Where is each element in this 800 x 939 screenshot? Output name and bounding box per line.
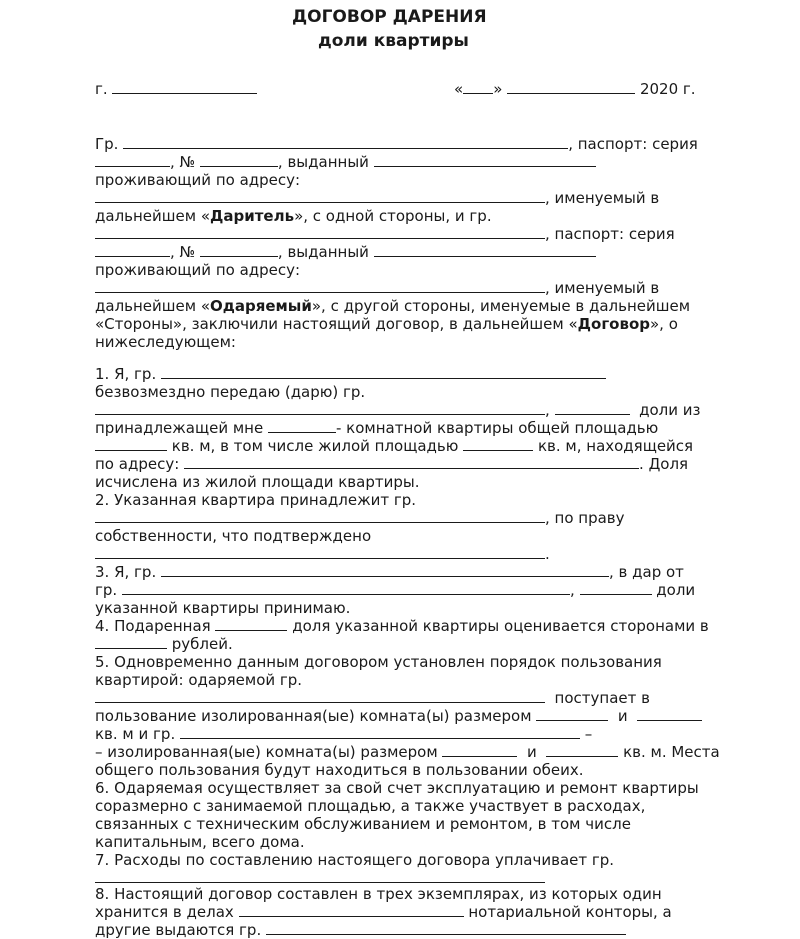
p5-line-7: общего пользования будут находиться в пользовании обеих. — [95, 761, 584, 779]
donor-line-1: Гр. , паспорт: серия — [95, 135, 698, 153]
p3-line-1: 3. Я, гр. , в дар от — [95, 563, 684, 581]
p1-line-5: кв. м, в том числе жилой площадью кв. м, находящейся — [95, 437, 693, 455]
p6-line-2: соразмерно с занимаемой площадью, а также участвует в расходах, — [95, 797, 646, 815]
donor-line-4: , именуемый в — [95, 189, 659, 207]
p4-line-2: рублей. — [95, 635, 233, 653]
p3-line-3: указанной квартиры принимаю. — [95, 599, 351, 617]
p1-line-3: , доли из — [95, 401, 700, 419]
p2-line-3: собственности, что подтверждено — [95, 527, 372, 545]
p8-line-3: другие выдаются гр. — [95, 921, 626, 939]
recipient-line-1: , паспорт: серия — [95, 225, 675, 243]
p8-line-2: хранится в делах нотариальной конторы, а — [95, 903, 672, 921]
recipient-line-4: , именуемый в — [95, 279, 659, 297]
p1-line-7: исчислена из жилой площади квартиры. — [95, 473, 420, 491]
month-blank — [507, 80, 635, 94]
recipient-line-3: проживающий по адресу: — [95, 261, 301, 279]
p3-line-2: гр. , доли — [95, 581, 696, 599]
p8-line-1: 8. Настоящий договор составлен в трех экземплярах, из которых один — [95, 885, 662, 903]
recipient-line-5: дальнейшем «Одаряемый», с другой стороны, именуемые в дальнейшем — [95, 297, 691, 315]
day-blank — [463, 80, 493, 94]
p6-line-4: капитальным, всего дома. — [95, 833, 305, 851]
p1-line-2: безвозмездно передаю (дарю) гр. — [95, 383, 366, 401]
date-line: « » 2020 г. — [454, 80, 696, 98]
p2-line-4: . — [95, 545, 550, 563]
p5-line-6: – изолированная(ые) комната(ы) размером и кв. м. Места — [95, 743, 720, 761]
p5-line-4: пользование изолированная(ые) комната(ы) размером и — [95, 707, 702, 725]
p2-line-1: 2. Указанная квартира принадлежит гр. — [95, 491, 417, 509]
donor-line-3: проживающий по адресу: — [95, 171, 301, 189]
p5-line-5: кв. м и гр. – — [95, 725, 593, 743]
p6-line-1: 6. Одаряемая осуществляет за свой счет эксплуатацию и ремонт квартиры — [95, 779, 699, 797]
p2-line-2: , по праву — [95, 509, 625, 527]
document-title: ДОГОВОР ДАРЕНИЯ — [292, 7, 487, 27]
p5-line-3: поступает в — [95, 689, 650, 707]
p4-line-1: 4. Подаренная доля указанной квартиры оценивается сторонами в — [95, 617, 709, 635]
city-blank — [112, 80, 257, 94]
recipient-line-2: , № , выданный — [95, 243, 596, 261]
p5-line-2: квартирой: одаряемой гр. — [95, 671, 303, 689]
p1-line-1: 1. Я, гр. — [95, 365, 606, 383]
p6-line-3: связанных с техническим обслуживанием и ремонтом, в том числе — [95, 815, 631, 833]
donor-line-2: , № , выданный — [95, 153, 596, 171]
p7-line-1: 7. Расходы по составлению настоящего договора уплачивает гр. — [95, 851, 615, 869]
donor-line-5: дальнейшем «Даритель», с одной стороны, и гр. — [95, 207, 492, 225]
city-line: г. — [95, 80, 257, 98]
following-line: нижеследующем: — [95, 333, 236, 351]
p1-line-6: по адресу: . Доля — [95, 455, 689, 473]
p1-line-4: принадлежащей мне - комнатной квартиры общей площадью — [95, 419, 659, 437]
parties-line: «Стороны», заключили настоящий договор, в дальнейшем «Договор», о — [95, 315, 678, 333]
p5-line-1: 5. Одновременно данным договором установлен порядок пользования — [95, 653, 662, 671]
document-subtitle: доли квартиры — [318, 31, 469, 51]
